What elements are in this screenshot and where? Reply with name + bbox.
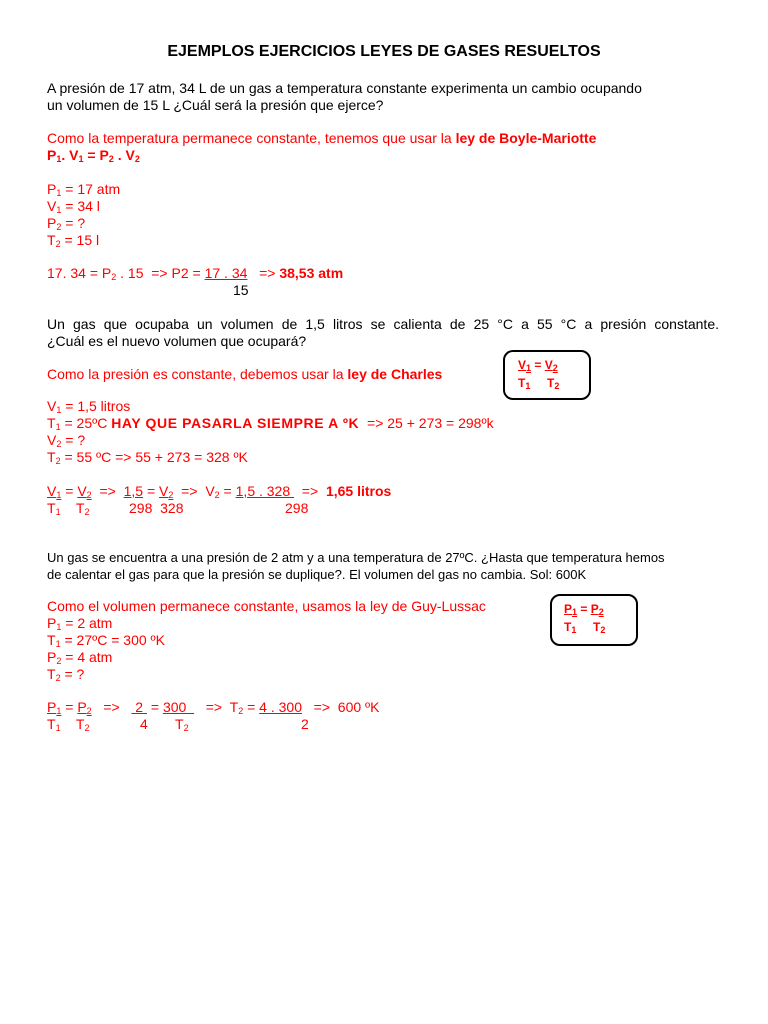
ex1-law-equation: $P_1$. $V_1 = P_2$ . $V_2$: [47, 147, 140, 164]
ex2-calc-bottom-t: $T_1$ $T_2$: [47, 500, 90, 517]
ex2-line-v2: $V_2$ = ?: [47, 432, 86, 449]
ex3-given-2: $T_1$ = 27ºC = 300 ºK: [47, 632, 165, 649]
ex2-calc-bottom-nums: 298 328: [129, 500, 184, 516]
page-title: EJEMPLOS EJERCICIOS LEYES DE GASES RESUELTOS: [167, 43, 601, 60]
ex2-line-t2: $T_2 = 55$ ºC => 55 + 273 = 328 ºK: [47, 449, 248, 466]
ex2-question-line2: ¿Cuál es el nuevo volumen que ocupará?: [47, 333, 307, 349]
ex2-calc-top: $V_1 = V_2 => 1,5 = V_2 => V_2 = 1,5$ . 328 => 1,65 litros: [47, 483, 392, 500]
ex3-calc-top: $P_1 = P_2$ => 2 = 300 => $T_2 = 4$ . 300 => 600 ºK: [47, 699, 380, 716]
ex3-question-line2: de calentar el gas para que la presión se duplique?. El volumen del gas no cambia. Sol: 600K: [47, 567, 587, 582]
ex3-given-1: $P_1 = 2$ atm: [47, 615, 113, 632]
ex1-given-1: $P_1 = 17$ atm: [47, 181, 121, 198]
charles-box-top: $V_1 = V_2$: [518, 358, 558, 373]
ex3-given-4: $T_2$ = ?: [47, 666, 85, 683]
ex3-calc-bottom-t2: $T_2$: [175, 716, 189, 733]
ex1-calc-denominator: 15: [233, 282, 249, 298]
ex1-question-line2: un volumen de 15 L ¿Cuál será la presión que ejerce?: [47, 97, 384, 113]
ex2-line-v1: $V_1 = 1,5$ litros: [47, 398, 131, 415]
gay-lussac-box-bottom: $T_1$ $T_2$: [564, 620, 606, 635]
ex1-given-3: $P_2$ = ?: [47, 215, 86, 232]
ex3-calc-bottom-4: 4: [140, 716, 148, 732]
ex3-question-line1: Un gas se encuentra a una presión de 2 atm y a una temperatura de 27ºC. ¿Hasta que temperatura hemos: [47, 550, 665, 565]
gay-lussac-box-top: $P_1 = P_2$: [564, 602, 604, 617]
ex3-calc-bottom-t: $T_1$ $T_2$: [47, 716, 90, 733]
ex3-intro: Como el volumen permanece constante, usamos la ley de Guy-Lussac: [47, 598, 486, 614]
ex1-question-line1: A presión de 17 atm, 34 L de un gas a temperatura constante experimenta un cambio ocupando: [47, 80, 642, 96]
ex2-line-t1: $T_1$ = 25ºC HAY QUE PASARLA SIEMPRE A ºK => 25 + 273 = 298ºk: [47, 415, 494, 432]
ex1-calculation: 17. $34 = P_2$ . 15 => P2 = 17 . 34 => 38,53 atm: [47, 265, 344, 282]
charles-box-bottom: $T_1$ $T_2$: [518, 376, 560, 391]
ex3-given-3: $P_2 = 4$ atm: [47, 649, 113, 666]
ex2-question-line1: Un gas que ocupaba un volumen de 1,5 litros se calienta de 25 °C a 55 °C a presión constante.: [47, 316, 719, 332]
ex1-given-2: $V_1 = 34$ l: [47, 198, 100, 215]
ex3-calc-bottom-2: 2: [301, 716, 309, 732]
ex1-given-4: $T_2 = 15$ l: [47, 232, 100, 249]
ex2-intro: Como la presión es constante, debemos usar la ley de Charles: [47, 366, 443, 382]
ex2-calc-bottom-den: 298: [285, 500, 309, 516]
ex1-intro: Como la temperatura permanece constante, tenemos que usar la ley de Boyle-Mariotte: [47, 130, 597, 146]
